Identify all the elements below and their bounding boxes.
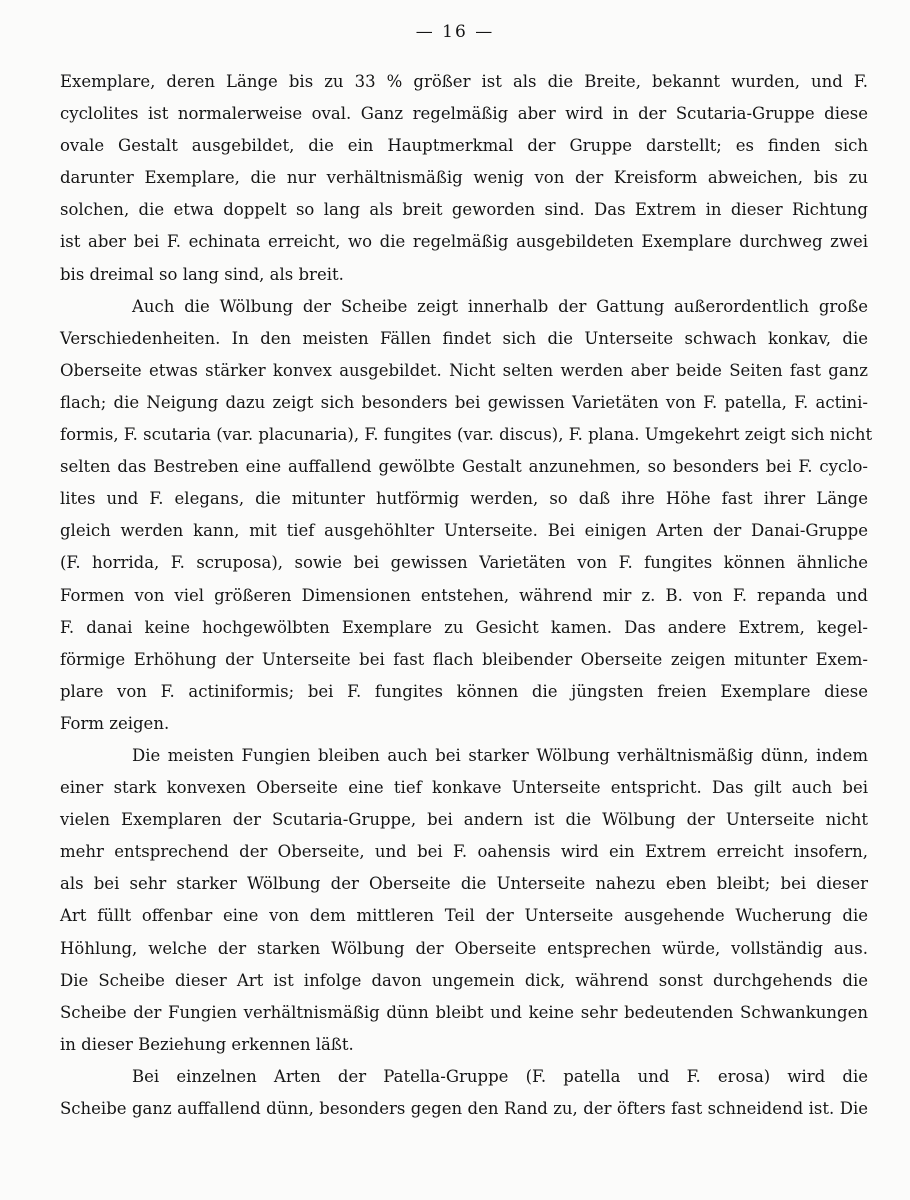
text-line: Oberseite etwas stärker konvex ausgebildet. Nicht selten werden aber beide Seiten fast ganz [60,360,868,380]
paragraph [60,66,868,291]
text-line: solchen, die etwa doppelt so lang als breit geworden sind. Das Extrem in dieser Richtung [60,200,868,220]
text-line: als bei sehr starker Wölbung der Oberseite die Unterseite nahezu eben bleibt; bei dieser [60,874,868,894]
text-line: gleich werden kann, mit tief ausgehöhlter Unterseite. Bei einigen Arten der Danai-Gruppe [60,521,868,541]
text-line: Höhlung, welche der starken Wölbung der Oberseite entsprechen würde, vollständig aus. [60,938,868,958]
text-line: bis dreimal so lang sind, als breit. [60,264,344,284]
text-line: lites und F. elegans, die mitunter hutförmig werden, so daß ihre Höhe fast ihrer Länge [60,489,868,509]
text-line: vielen Exemplaren der Scutaria-Gruppe, bei andern ist die Wölbung der Unterseite nicht [60,810,868,830]
paragraph [60,291,873,740]
text-line: einer stark konvexen Oberseite eine tief konkave Unterseite entspricht. Das gilt auch bei [60,778,868,798]
text-line: cyclolites ist normalerweise oval. Ganz regelmäßig aber wird in der Scutaria-Gruppe diese [60,104,868,124]
text-line: Die meisten Fungien bleiben auch bei starker Wölbung verhältnismäßig dünn, indem [132,745,868,765]
text-line: Auch die Wölbung der Scheibe zeigt innerhalb der Gattung außerordentlich große [132,296,868,316]
text-line: Art füllt offenbar eine von dem mittleren Teil der Unterseite ausgehende Wucherung die [60,906,868,926]
text-line: formis, F. scutaria (var. placunaria), F. fungites (var. discus), F. plana. Umgekehrt zeigt sich nicht [60,425,873,445]
text-line: (F. horrida, F. scruposa), sowie bei gewissen Varietäten von F. fungites können ähnliche [60,553,868,573]
text-line: in dieser Beziehung erkennen läßt. [60,1034,354,1054]
text-line: förmige Erhöhung der Unterseite bei fast flach bleibender Oberseite zeigen mitunter Exem- [60,649,868,669]
paragraph [60,740,868,1061]
text-line: Exemplare, deren Länge bis zu 33 % größer ist als die Breite, bekannt wurden, und F. [60,72,868,91]
text-line: Form zeigen. [60,713,170,733]
text-line: Scheibe der Fungien verhältnismäßig dünn bleibt und keine sehr bedeutenden Schwankungen [60,1002,868,1022]
text-line: F. danai keine hochgewölbten Exemplare zu Gesicht kamen. Das andere Extrem, kegel- [60,617,868,637]
text-line: mehr entsprechend der Oberseite, und bei F. oahensis wird ein Extrem erreicht insofern, [60,842,868,862]
text-line: plare von F. actiniformis; bei F. fungites können die jüngsten freien Exemplare diese [60,681,868,701]
page-number: — 16 — [415,22,495,42]
text-line: Die Scheibe dieser Art ist infolge davon ungemein dick, während sonst durchgehends die [60,970,868,990]
text-line: darunter Exemplare, die nur verhältnismäßig wenig von der Kreisform abweichen, bis zu [60,168,868,188]
text-line: selten das Bestreben eine auffallend gewölbte Gestalt anzunehmen, so besonders bei F. cyclo- [60,457,868,477]
text-line: ovale Gestalt ausgebildet, die ein Hauptmerkmal der Gruppe darstellt; es finden sich [60,136,868,156]
text-line: Bei einzelnen Arten der Patella-Gruppe (F. patella und F. erosa) wird die [132,1066,868,1086]
text-line: ist aber bei F. echinata erreicht, wo die regelmäßig ausgebildeten Exemplare durchweg zwei [60,232,868,252]
text-line: Formen von viel größeren Dimensionen entstehen, während mir z. B. von F. repanda und [60,585,868,605]
text-line: Scheibe ganz auffallend dünn, besonders gegen den Rand zu, der öfters fast schneidend ist. Die [60,1099,868,1118]
paragraph [60,1061,868,1125]
text-line: flach; die Neigung dazu zeigt sich besonders bei gewissen Varietäten von F. patella, F. actini- [60,392,868,412]
body-text [60,66,873,1125]
text-line: Verschiedenheiten. In den meisten Fällen findet sich die Unterseite schwach konkav, die [60,328,868,348]
